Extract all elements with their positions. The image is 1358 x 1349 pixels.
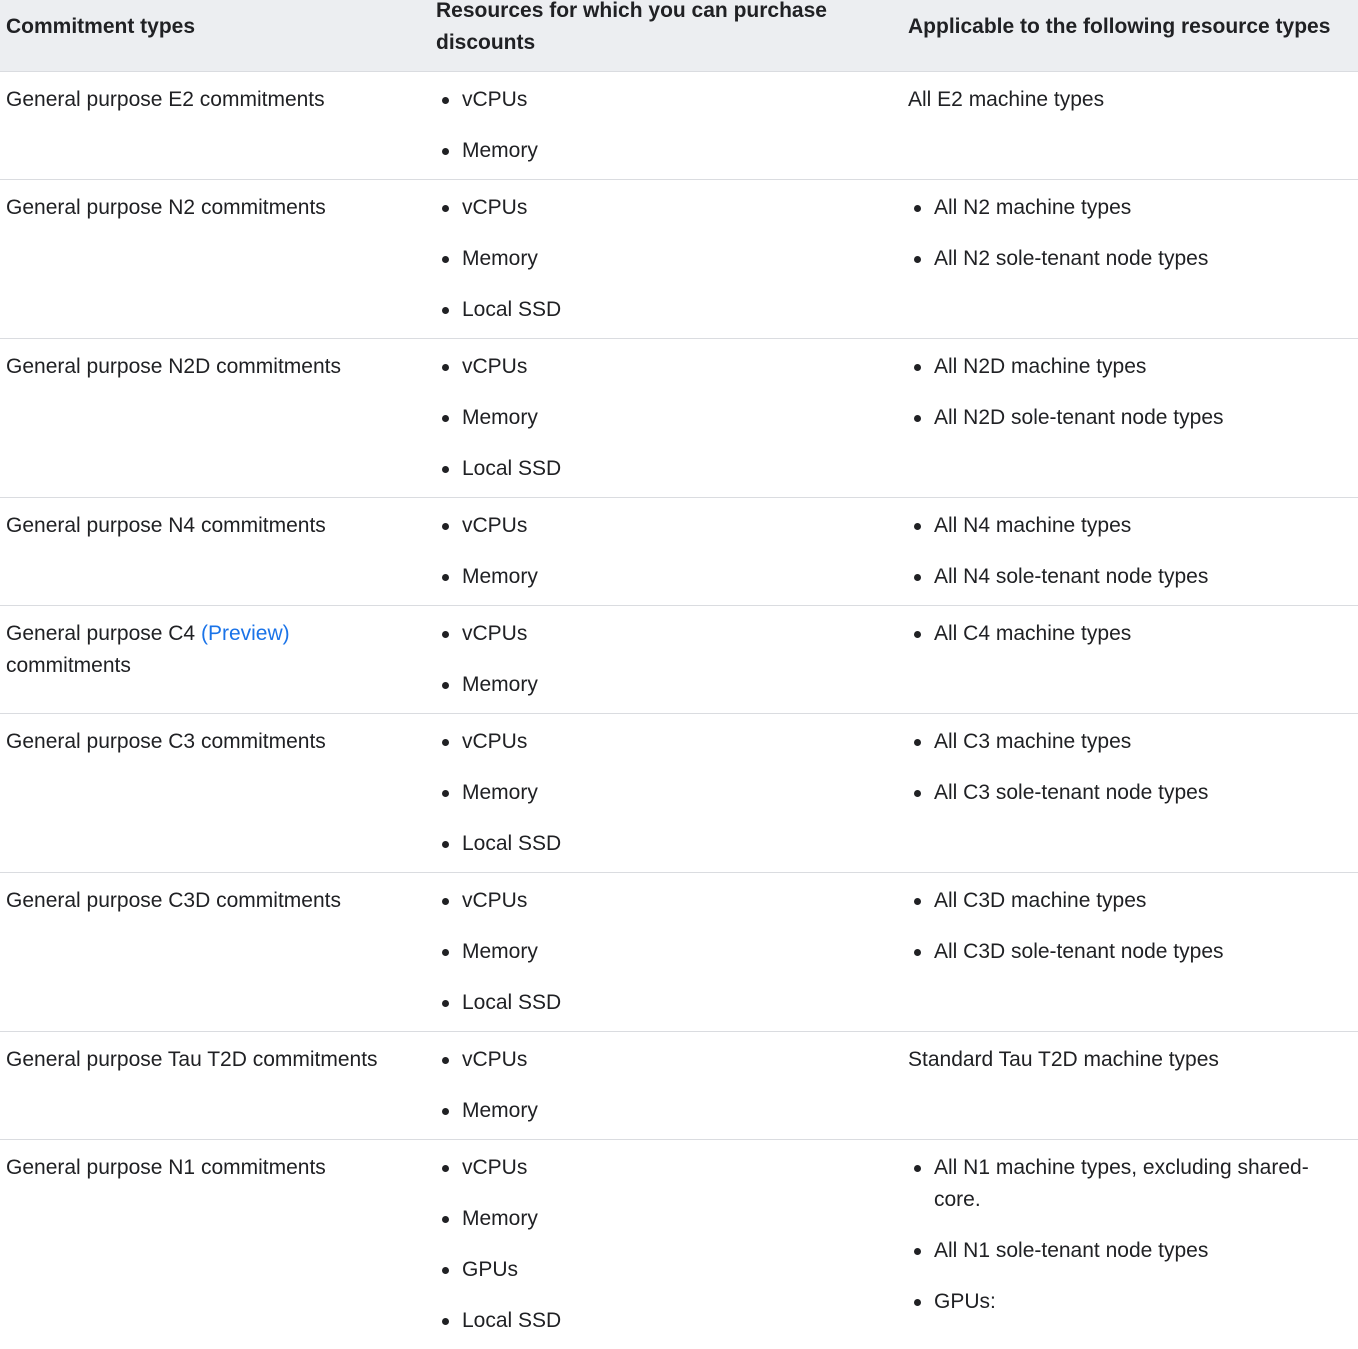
list-item xyxy=(436,777,902,809)
bullet-icon xyxy=(914,1165,921,1172)
resource-label: GPUs xyxy=(462,1258,519,1281)
list-item xyxy=(436,618,902,650)
list-item xyxy=(436,1152,902,1184)
resources-list xyxy=(436,618,902,701)
bullet-icon xyxy=(442,898,449,905)
bullet-icon xyxy=(442,739,449,746)
resource-label: Memory xyxy=(462,673,538,696)
list-item xyxy=(908,726,1348,758)
applicable-text: Standard Tau T2D machine types xyxy=(908,1048,1219,1071)
resource-label: Memory xyxy=(462,247,538,270)
bullet-icon xyxy=(914,1299,921,1306)
resource-label: Local SSD xyxy=(462,298,562,321)
commitment-type: General purpose Tau T2D commitments xyxy=(6,1048,378,1071)
applicable-label: All N2D sole-tenant node types xyxy=(934,406,1224,429)
applicable-label: All C3 sole-tenant node types xyxy=(934,781,1209,804)
list-item xyxy=(908,561,1348,593)
table-row-c3d xyxy=(0,873,1358,1032)
applicable-cell xyxy=(902,180,1358,338)
resources-cell xyxy=(430,180,902,338)
table-row-n2d xyxy=(0,339,1358,498)
resources-cell xyxy=(430,72,902,179)
resource-label: Memory xyxy=(462,406,538,429)
list-item xyxy=(908,243,1348,275)
list-item xyxy=(436,1305,902,1337)
list-item xyxy=(908,1235,1348,1267)
bullet-icon xyxy=(442,205,449,212)
list-item xyxy=(436,726,902,758)
commitment-type-suffix: commitments xyxy=(6,654,131,677)
list-item xyxy=(436,885,902,917)
applicable-cell xyxy=(902,1032,1358,1139)
commitment-type-prefix: General purpose C4 xyxy=(6,622,201,645)
list-item xyxy=(436,402,902,434)
resources-cell xyxy=(430,339,902,497)
bullet-icon xyxy=(914,205,921,212)
list-item xyxy=(436,828,902,860)
bullet-icon xyxy=(914,256,921,263)
applicable-list xyxy=(908,510,1348,593)
bullet-icon xyxy=(914,415,921,422)
list-item xyxy=(436,936,902,968)
applicable-label: All C3D sole-tenant node types xyxy=(934,940,1224,963)
applicable-list xyxy=(908,1152,1348,1318)
list-item xyxy=(908,618,1348,650)
bullet-icon xyxy=(442,1216,449,1223)
list-item xyxy=(908,885,1348,917)
list-item xyxy=(436,351,902,383)
bullet-icon xyxy=(442,1108,449,1115)
list-item xyxy=(908,192,1348,224)
resource-label: Memory xyxy=(462,139,538,162)
applicable-cell xyxy=(902,606,1358,713)
bullet-icon xyxy=(442,364,449,371)
bullet-icon xyxy=(442,1057,449,1064)
list-item xyxy=(436,1044,902,1076)
bullet-icon xyxy=(442,307,449,314)
applicable-label: All N1 sole-tenant node types xyxy=(934,1239,1209,1262)
table-header xyxy=(0,0,1358,72)
list-item xyxy=(908,1152,1348,1216)
list-item xyxy=(436,561,902,593)
table-row-n4 xyxy=(0,498,1358,606)
bullet-icon xyxy=(914,364,921,371)
applicable-cell xyxy=(902,72,1358,179)
commitment-type: General purpose N2 commitments xyxy=(6,196,326,219)
applicable-cell xyxy=(902,1140,1358,1349)
resource-label: Local SSD xyxy=(462,832,562,855)
bullet-icon xyxy=(442,523,449,530)
list-item xyxy=(908,351,1348,383)
bullet-icon xyxy=(914,898,921,905)
header-commitment-types: Commitment types xyxy=(6,15,196,38)
table-row-e2 xyxy=(0,72,1358,180)
list-item xyxy=(908,510,1348,542)
table-row-c3 xyxy=(0,714,1358,873)
resources-list xyxy=(436,351,902,485)
bullet-icon xyxy=(442,1318,449,1325)
bullet-icon xyxy=(442,574,449,581)
resources-cell xyxy=(430,873,902,1031)
applicable-label: All N2D machine types xyxy=(934,355,1147,378)
resource-label: vCPUs xyxy=(462,622,528,645)
list-item xyxy=(436,987,902,1019)
bullet-icon xyxy=(442,1165,449,1172)
bullet-icon xyxy=(442,682,449,689)
resources-cell xyxy=(430,1140,902,1349)
applicable-label: All C3D machine types xyxy=(934,889,1147,912)
resources-list xyxy=(436,84,902,167)
list-item xyxy=(436,1203,902,1235)
commitment-type: General purpose C3 commitments xyxy=(6,730,326,753)
list-item xyxy=(436,1254,902,1286)
bullet-icon xyxy=(914,574,921,581)
commitment-type: General purpose N1 commitments xyxy=(6,1156,326,1179)
resources-cell xyxy=(430,1032,902,1139)
commitment-type xyxy=(0,606,430,713)
list-item xyxy=(908,402,1348,434)
applicable-list xyxy=(908,192,1348,275)
applicable-list xyxy=(908,726,1348,809)
resource-label: vCPUs xyxy=(462,514,528,537)
list-item xyxy=(436,453,902,485)
applicable-label: All N2 sole-tenant node types xyxy=(934,247,1209,270)
applicable-label: All N2 machine types xyxy=(934,196,1132,219)
resource-label: vCPUs xyxy=(462,88,528,111)
table-row-n1 xyxy=(0,1140,1358,1349)
resource-label: vCPUs xyxy=(462,196,528,219)
header-applicable: Applicable to the following resource types xyxy=(908,15,1331,38)
list-item xyxy=(908,777,1348,809)
commitment-type: General purpose N2D commitments xyxy=(6,355,341,378)
resources-list xyxy=(436,1152,902,1337)
resource-label: Local SSD xyxy=(462,457,562,480)
bullet-icon xyxy=(914,739,921,746)
resources-list xyxy=(436,726,902,860)
applicable-label: All C4 machine types xyxy=(934,622,1132,645)
header-resources: Resources for which you can purchase discounts xyxy=(436,0,827,54)
applicable-text: All E2 machine types xyxy=(908,88,1105,111)
resource-label: Local SSD xyxy=(462,1309,562,1332)
resources-list xyxy=(436,510,902,593)
bullet-icon xyxy=(442,148,449,155)
bullet-icon xyxy=(914,949,921,956)
resource-label: Memory xyxy=(462,565,538,588)
resource-label: Memory xyxy=(462,940,538,963)
bullet-icon xyxy=(442,97,449,104)
resources-list xyxy=(436,192,902,326)
bullet-icon xyxy=(442,841,449,848)
resource-label: vCPUs xyxy=(462,730,528,753)
applicable-cell xyxy=(902,339,1358,497)
applicable-label: All N1 machine types, excluding shared-core. xyxy=(934,1156,1309,1211)
applicable-label: GPUs: xyxy=(934,1290,996,1313)
table-row-c4 xyxy=(0,606,1358,714)
list-item xyxy=(436,294,902,326)
list-item xyxy=(436,243,902,275)
list-item xyxy=(908,936,1348,968)
resources-cell xyxy=(430,714,902,872)
commitment-type: General purpose E2 commitments xyxy=(6,88,325,111)
resource-label: vCPUs xyxy=(462,1156,528,1179)
applicable-list xyxy=(908,885,1348,968)
resources-list xyxy=(436,1044,902,1127)
resource-label: Memory xyxy=(462,781,538,804)
resource-label: Memory xyxy=(462,1207,538,1230)
bullet-icon xyxy=(914,790,921,797)
bullet-icon xyxy=(442,466,449,473)
applicable-label: All C3 machine types xyxy=(934,730,1132,753)
bullet-icon xyxy=(914,1248,921,1255)
bullet-icon xyxy=(442,790,449,797)
list-item xyxy=(436,669,902,701)
applicable-cell xyxy=(902,714,1358,872)
resource-label: vCPUs xyxy=(462,889,528,912)
bullet-icon xyxy=(914,631,921,638)
table-row-t2d xyxy=(0,1032,1358,1140)
bullet-icon xyxy=(442,631,449,638)
resources-cell xyxy=(430,606,902,713)
resource-label: Memory xyxy=(462,1099,538,1122)
list-item xyxy=(436,1095,902,1127)
table-row-n2 xyxy=(0,180,1358,339)
applicable-list xyxy=(908,618,1348,650)
applicable-cell xyxy=(902,498,1358,605)
commitment-type: General purpose N4 commitments xyxy=(6,514,326,537)
applicable-cell xyxy=(902,873,1358,1031)
preview-link[interactable]: (Preview) xyxy=(200,622,290,645)
list-item xyxy=(436,84,902,116)
resource-label: vCPUs xyxy=(462,1048,528,1071)
list-item xyxy=(436,135,902,167)
bullet-icon xyxy=(442,1000,449,1007)
resources-cell xyxy=(430,498,902,605)
bullet-icon xyxy=(442,949,449,956)
bullet-icon xyxy=(914,523,921,530)
list-item xyxy=(436,192,902,224)
bullet-icon xyxy=(442,415,449,422)
list-item xyxy=(908,1286,1348,1318)
bullet-icon xyxy=(442,1267,449,1274)
applicable-label: All N4 sole-tenant node types xyxy=(934,565,1209,588)
resource-label: vCPUs xyxy=(462,355,528,378)
list-item xyxy=(436,510,902,542)
applicable-list xyxy=(908,351,1348,434)
resource-label: Local SSD xyxy=(462,991,562,1014)
bullet-icon xyxy=(442,256,449,263)
commitment-type: General purpose C3D commitments xyxy=(6,889,341,912)
applicable-label: All N4 machine types xyxy=(934,514,1132,537)
resources-list xyxy=(436,885,902,1019)
